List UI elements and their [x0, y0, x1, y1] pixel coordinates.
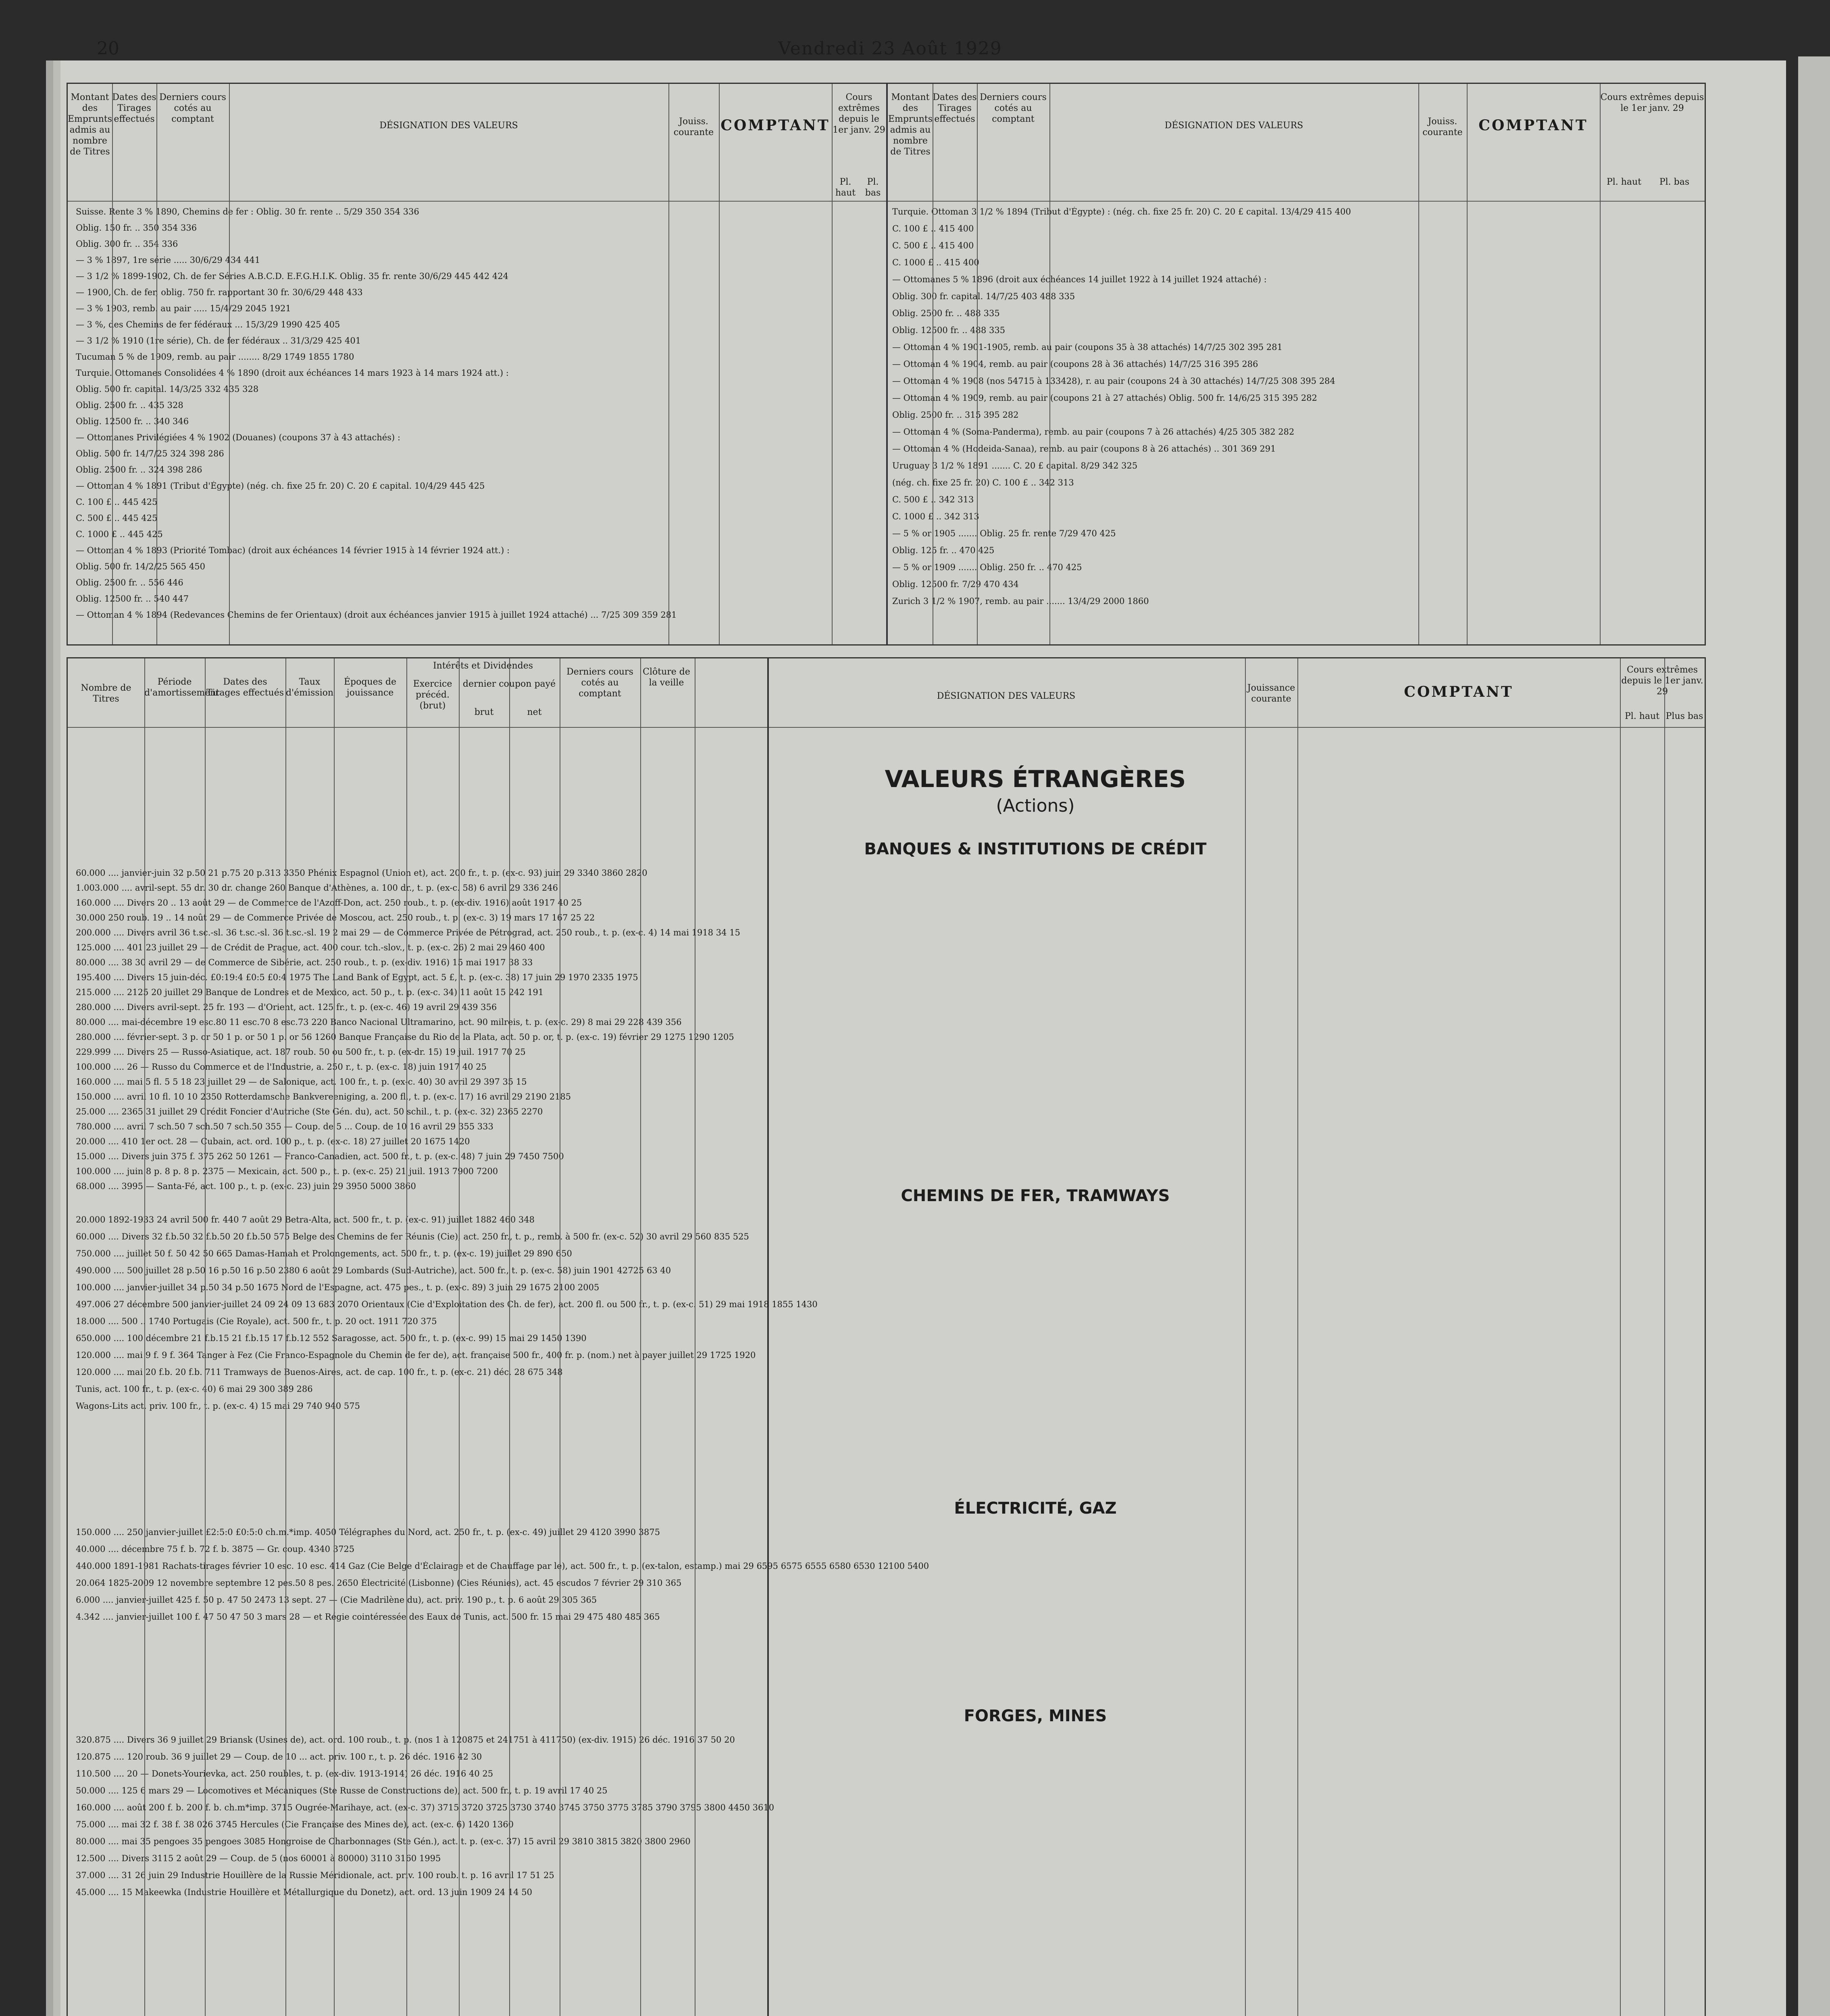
b-h-jouissance: Jouissance courante	[1247, 683, 1295, 704]
table-row: 20.000 .... 410 1er oct. 28 — Cubain, act. ord. 100 p., t. p. (ex-c. 18) 27 juillet 20 1675 1420	[76, 1137, 470, 1146]
top-left-row: Oblig. 2500 fr. .. 435 328	[76, 400, 183, 410]
table-row: 20.064 1825-2009 12 novembre septembre 12 pes.50 8 pes. 2650 Électricité (Lisbonne) (Cies Réunies), act. 45 escudos 7 février 29 310 365	[76, 1578, 682, 1588]
table-row: 50.000 .... 125 6 mars 29 — Locomotives et Mécaniques (Ste Russe de Constructions de), act. 500 fr., t. p. 19 avril 17 40 25	[76, 1786, 608, 1795]
table-row: 18.000 .... 500 .. 1740 Portugais (Cie Royale), act. 500 fr., t. p. 20 oct. 1911 720 375	[76, 1316, 437, 1326]
table-row: 280.000 .... février-sept. 3 p. or 50 1 p. or 50 1 p. or 56 1260 Banque Française du Rio de la Plata, act. 50 p. or, t. p. (ex-c. 19) février 29 1275 1290 1205	[76, 1032, 734, 1042]
table-row: 150.000 .... 250 janvier-juillet £2:5:0 £0:5:0 ch.m.*imp. 4050 Télégraphes du Nord, act. 250 fr., t. p. (ex-c. 49) juillet 29 4120 3990 3875	[76, 1527, 660, 1537]
b-h-comptant: COMPTANT	[1404, 683, 1514, 700]
tl-h-dates: Dates des Tirages effectués	[112, 92, 156, 124]
b-h-derniers: Derniers cours cotés au comptant	[566, 667, 633, 699]
table-row: 195.400 .... Divers 15 juin-déc. £0:19:4 £0:5 £0:4 1975 The Land Bank of Egypt, act. 5 £, t. p. (ex-c. 38) 17 juin 29 1970 2335 1975	[76, 973, 638, 982]
tl-h-extremes: Cours extrêmes depuis le 1er janv. 29	[833, 92, 885, 135]
top-left-row: Oblig. 2500 fr. .. 556 446	[76, 578, 183, 587]
top-right-row: Oblig. 2500 fr. .. 315 395 282	[892, 410, 1019, 420]
table-row: Wagons-Lits act. priv. 100 fr., t. p. (ex-c. 4) 15 mai 29 740 940 575	[76, 1401, 360, 1411]
table-row: 80.000 .... 38 30 avril 29 — de Commerce de Sibérie, act. 250 roub., t. p. (ex-div. 1916) 15 mai 1917 38 33	[76, 958, 533, 967]
top-left-row: Oblig. 150 fr. .. 350 354 336	[76, 223, 197, 233]
top-left-row: Tucuman 5 % de 1909, remb. au pair ........ 8/29 1749 1855 1780	[76, 352, 354, 362]
table-row: 75.000 .... mai 32 f. 38 f. 38 026 3745 Hercules (Cie Française des Mines de), act. (ex-c. 6) 1420 1360	[76, 1820, 514, 1829]
table-row: 120.875 .... 120 roub. 36 9 juillet 29 — Coup. de 10 ... act. priv. 100 r., t. p. 26 déc. 1916 42 30	[76, 1752, 482, 1762]
table-row: 440.000 1891-1981 Rachats-tirages février 10 esc. 10 esc. 414 Gaz (Cie Belge d'Éclairage et de Chauffage par le), act. 500 fr., t. p. (ex-talon, estamp.) mai 29 6595 6575 6555 6580 6530 12100 5400	[76, 1561, 929, 1571]
tr-h-comptant: COMPTANT	[1478, 117, 1588, 134]
top-left-row: Oblig. 12500 fr. .. 540 447	[76, 594, 189, 604]
b-h-periode: Période d'amortissement	[144, 677, 220, 698]
top-right-row: Turquie. Ottoman 3 1/2 % 1894 (Tribut d'Égypte) : (nég. ch. fixe 25 fr. 20) C. 20 £ capital. 13/4/29 415 400	[892, 207, 1351, 217]
b-h-designation: DÉSIGNATION DES VALEURS	[937, 691, 1076, 701]
table-row: 40.000 .... décembre 75 f. b. 72 f. b. 3875 — Gr. coup. 4340 3725	[76, 1544, 355, 1554]
top-right-row: Oblig. 2500 fr. .. 488 335	[892, 308, 1000, 318]
tr-h-plhaut: Pl. haut	[1606, 177, 1642, 187]
section-title: CHEMINS DE FER, TRAMWAYS	[901, 1187, 1170, 1205]
tl-h-derniers: Derniers cours cotés au comptant	[159, 92, 226, 124]
adjacent-page-edge	[1798, 56, 1830, 2016]
top-left-row: — Ottoman 4 % 1891 (Tribut d'Égypte) (nég. ch. fixe 25 fr. 20) C. 20 £ capital. 10/4/29 445 425	[76, 481, 485, 491]
tr-h-dates: Dates des Tirages effectués	[933, 92, 977, 124]
b-h-taux: Taux d'émission	[285, 677, 334, 698]
b-h-dernier: dernier coupon payé	[462, 679, 556, 689]
b-h-net: net	[527, 707, 542, 717]
b-h-dates: Dates des Tirages effectués	[206, 677, 284, 698]
table-row: 160.000 .... mai 5 fl. 5 5 18 23 juillet 29 — de Salonique, act. 100 fr., t. p. (ex-c. 40) 30 avril 29 397 35 15	[76, 1077, 527, 1087]
table-row: 25.000 .... 2365 31 juillet 29 Crédit Foncier d'Autriche (Ste Gén. du), act. 50 schil., t. p. (ex-c. 32) 2365 2270	[76, 1107, 543, 1116]
top-left-row: Oblig. 500 fr. 14/7/25 324 398 286	[76, 449, 224, 458]
table-row: 200.000 .... Divers avril 36 t.sc.-sl. 36 t.sc.-sl. 36 t.sc.-sl. 19 2 mai 29 — de Commerce Privée de Pétrograd, act. 250 roub., t. p. (ex-c. 4) 14 mai 1918 34 15	[76, 928, 740, 937]
table-row: 45.000 .... 15 Makeewka (Industrie Houillère et Métallurgique du Donetz), act. ord. 13 juin 1909 24 14 50	[76, 1887, 532, 1897]
table-row: 6.000 .... janvier-juillet 425 f. 50 p. 47 50 2473 13 sept. 27 — (Cie Madrilène du), act. priv. 190 p., t. p. 6 août 29 305 365	[76, 1595, 597, 1605]
table-row: 60.000 .... janvier-juin 32 p.50 21 p.75 20 p.313 3350 Phénix Espagnol (Union et), act. 200 fr., t. p. (ex-c. 93) juin 29 3340 3860 2820	[76, 868, 647, 878]
top-left-row: — 3 % 1897, 1re série ..... 30/6/29 434 441	[76, 255, 260, 265]
table-row: 750.000 .... juillet 50 f. 50 42 50 665 Damas-Hamah et Prolongements, act. 500 fr., t. p. (ex-c. 19) juillet 29 890 650	[76, 1249, 572, 1258]
b-h-extremes: Cours extrêmes depuis le 1er janv. 29	[1621, 665, 1703, 697]
table-row: 1.003.000 .... avril-sept. 55 dr. 30 dr. change 260 Banque d'Athènes, a. 100 dr., t. p. (ex-c. 58) 6 avril 29 336 246	[76, 883, 558, 893]
main-title: VALEURS ÉTRANGÈRES	[885, 765, 1186, 793]
tr-h-montant: Montant des Emprunts admis au nombre de Titres	[888, 92, 933, 157]
table-row: 20.000 1892-1933 24 avril 500 fr. 440 7 août 29 Betra-Alta, act. 500 fr., t. p. (ex-c. 91) juillet 1882 460 348	[76, 1215, 535, 1225]
tl-h-montant: Montant des Emprunts admis au nombre de Titres	[68, 92, 112, 157]
table-row: 60.000 .... Divers 32 f.b.50 32 f.b.50 20 f.b.50 575 Belge des Chemins de fer Réunis (Cie), act. 250 fr., t. p., remb. à 500 fr. (ex-c. 52) 30 avril 29 560 835 525	[76, 1232, 749, 1241]
table-row: 497.006 27 décembre 500 janvier-juillet 24 09 24 09 13 683 2070 Orientaux (Cie d'Exploitation des Ch. de fer), act. 200 fl. ou 500 fr., t. p. (ex-c. 51) 29 mai 1918 1855 1430	[76, 1300, 818, 1309]
tl-h-comptant: COMPTANT	[720, 117, 830, 134]
table-row: 80.000 .... mai-décembre 19 esc.80 11 esc.70 8 esc.73 220 Banco Nacional Ultramarino, act. 90 milreis, t. p. (ex-c. 29) 8 mai 29 228 439 356	[76, 1017, 682, 1027]
table-row: 150.000 .... avril 10 fl. 10 10 2350 Rotterdamsche Bankvereeniging, a. 200 fl., t. p. (ex-c. 17) 16 avril 29 2190 2185	[76, 1092, 571, 1102]
table-row: 100.000 .... janvier-juillet 34 p.50 34 p.50 1675 Nord de l'Espagne, act. 475 pes., t. p. (ex-c. 89) 3 juin 29 1675 2100 2005	[76, 1283, 600, 1292]
top-right-row: — 5 % or 1905 ....... Oblig. 25 fr. rente 7/29 470 425	[892, 529, 1116, 538]
top-right-row: Uruguay 3 1/2 % 1891 ....... C. 20 £ capital. 8/29 342 325	[892, 461, 1138, 471]
table-row: 15.000 .... Divers juin 375 f. 375 262 50 1261 — Franco-Canadien, act. 500 fr., t. p. (ex-c. 48) 7 juin 29 7450 7500	[76, 1152, 564, 1161]
top-right-row: C. 500 £ .. 415 400	[892, 241, 974, 250]
table-row: 68.000 .... 3995 — Santa-Fé, act. 100 p., t. p. (ex-c. 23) juin 29 3950 5000 3860	[76, 1181, 416, 1191]
tr-h-extremes: Cours extrêmes depuis le 1er janv. 29	[1600, 92, 1704, 113]
table-row: 229.999 .... Divers 25 — Russo-Asiatique, act. 187 roub. 50 ou 500 fr., t. p. (ex-dr. 15) 19 juil. 1917 70 25	[76, 1047, 526, 1057]
top-right-row: C. 1000 £ .. 415 400	[892, 258, 979, 267]
b-h-brut: brut	[474, 707, 494, 717]
b-h-epoques: Époques de jouissance	[344, 677, 397, 698]
b-h-plbas: Plus bas	[1666, 711, 1703, 721]
top-left-row: — Ottoman 4 % 1893 (Priorité Tombac) (droit aux échéances 14 février 1915 à 14 février 1924 att.) :	[76, 546, 510, 555]
top-left-row: C. 1000 £ .. 445 425	[76, 529, 163, 539]
top-right-row: C. 100 £ .. 415 400	[892, 224, 974, 233]
b-h-cloture: Clôture de la veille	[643, 667, 690, 688]
tl-h-plbas: Pl. bas	[865, 177, 881, 198]
table-row: 12.500 .... Divers 3115 2 août 29 — Coup. de 5 (nos 60001 à 80000) 3110 3160 1995	[76, 1854, 441, 1863]
table-row: 650.000 .... 100 décembre 21 f.b.15 21 f.b.15 17 f.b.12 552 Saragosse, act. 500 fr., t. p. (ex-c. 99) 15 mai 29 1450 1390	[76, 1333, 587, 1343]
tr-h-derniers: Derniers cours cotés au comptant	[980, 92, 1047, 124]
section-title: FORGES, MINES	[964, 1707, 1107, 1725]
b-h-nombre: Nombre de Titres	[81, 683, 131, 704]
top-left-row: Suisse. Rente 3 % 1890, Chemins de fer : Oblig. 30 fr. rente .. 5/29 350 354 336	[76, 207, 419, 217]
tr-h-jouiss: Jouiss. courante	[1422, 117, 1463, 137]
top-left-row: — 1900, Ch. de fer, oblig. 750 fr. rapportant 30 fr. 30/6/29 448 433	[76, 287, 363, 297]
section-title: ÉLECTRICITÉ, GAZ	[954, 1499, 1117, 1518]
table-row: 100.000 .... juin 8 p. 8 p. 8 p. 2375 — Mexicain, act. 500 p., t. p. (ex-c. 25) 21 juil. 1913 7900 7200	[76, 1166, 498, 1176]
top-right-row: — Ottoman 4 % (Hodeida-Sanaa), remb. au pair (coupons 8 à 26 attachés) .. 301 369 291	[892, 444, 1276, 454]
top-left-row: Oblig. 12500 fr. .. 340 346	[76, 417, 189, 426]
table-row: 37.000 .... 31 26 juin 29 Industrie Houillère de la Russie Méridionale, act. priv. 100 roub. t. p. 16 avril 17 51 25	[76, 1870, 554, 1880]
top-right-row: C. 500 £ .. 342 313	[892, 495, 974, 504]
top-right-row: — Ottoman 4 % 1901-1905, remb. au pair (coupons 35 à 38 attachés) 14/7/25 302 395 281	[892, 342, 1283, 352]
top-table	[67, 83, 1706, 646]
top-right-row: C. 1000 £ .. 342 313	[892, 512, 979, 521]
top-left-row: C. 500 £ .. 445 425	[76, 513, 158, 523]
b-h-plhaut: Pl. haut	[1624, 711, 1660, 721]
tr-h-designation: DÉSIGNATION DES VALEURS	[1164, 121, 1303, 131]
section-title: BANQUES & INSTITUTIONS DE CRÉDIT	[864, 840, 1207, 858]
top-right-row: — Ottoman 4 % 1908 (nos 54715 à 133428), r. au pair (coupons 24 à 30 attachés) 14/7/25 308 395 284	[892, 376, 1335, 386]
b-h-interets: Intérêts et Dividendes	[433, 661, 533, 671]
page-date: Vendredi 23 Août 1929	[778, 38, 1002, 59]
table-row: 80.000 .... mai 35 pengoes 35 pengoes 3085 Hongroise de Charbonnages (Ste Gén.), act. t. p. (ex-c. 37) 15 avril 29 3810 3815 3820 3800 2960	[76, 1837, 691, 1846]
top-left-row: — Ottoman 4 % 1894 (Redevances Chemins de fer Orientaux) (droit aux échéances janvier 1915 à juillet 1924 attaché) ... 7/25 309 359 281	[76, 610, 677, 620]
top-left-row: — 3 1/2 % 1910 (1re série), Ch. de fer fédéraux .. 31/3/29 425 401	[76, 336, 361, 346]
tl-h-designation: DÉSIGNATION DES VALEURS	[379, 121, 518, 131]
top-right-row: Oblig. 125 fr. .. 470 425	[892, 546, 995, 555]
bottom-table	[67, 657, 1706, 2016]
top-left-row: — 3 1/2 % 1899-1902, Ch. de fer Séries A.B.C.D. E.F.G.H.I.K. Oblig. 35 fr. rente 30/6/29 445 442 424	[76, 271, 508, 281]
top-right-row: — Ottoman 4 % (Soma-Panderma), remb. au pair (coupons 7 à 26 attachés) 4/25 305 382 282	[892, 427, 1295, 437]
top-right-row: — 5 % or 1909 ....... Oblig. 250 fr. .. 470 425	[892, 562, 1082, 572]
top-right-row: Zurich 3 1/2 % 1907, remb. au pair ....... 13/4/29 2000 1860	[892, 596, 1149, 606]
table-row: 100.000 .... 26 — Russo du Commerce et de l'Industrie, a. 250 r., t. p. (ex-c. 18) juin 1917 40 25	[76, 1062, 487, 1072]
tl-h-jouiss: Jouiss. courante	[673, 117, 714, 137]
table-row: 490.000 .... 500 juillet 28 p.50 16 p.50 16 p.50 2380 6 août 29 Lombards (Sud-Autriche), act. 500 fr., t. p. (ex-c. 58) juin 1901 42725 63 40	[76, 1266, 671, 1275]
b-h-exercice: Exercice précéd. (brut)	[413, 679, 452, 711]
table-row: 4.342 .... janvier-juillet 100 f. 47 50 47 50 3 mars 28 — et Régie cointéressée des Eaux de Tunis, act. 500 fr. 15 mai 29 475 480 485 365	[76, 1612, 660, 1622]
table-row: 280.000 .... Divers avril-sept. 25 fr. 193 — d'Orient, act. 125 fr., t. p. (ex-c. 46) 19 avril 29 439 356	[76, 1002, 497, 1012]
table-row: 320.875 .... Divers 36 9 juillet 29 Briansk (Usines de), act. ord. 100 roub., t. p. (nos 1 à 120875 et 241751 à 411750) (ex-div. 1915) 26 déc. 1916 37 50 20	[76, 1735, 735, 1745]
top-left-row: Oblig. 300 fr. .. 354 336	[76, 239, 178, 249]
table-row: 160.000 .... août 200 f. b. 200 f. b. ch.m*imp. 3715 Ougrée-Marihaye, act. (ex-c. 37) 3715 3720 3725 3730 3740 3745 3750 3775 3785 3790 3795 3800 4450 3610	[76, 1803, 774, 1812]
table-row: 780.000 .... avril 7 sch.50 7 sch.50 7 sch.50 355 — Coup. de 5 ... Coup. de 10 16 avril 29 355 333	[76, 1122, 493, 1131]
tr-h-plbas: Pl. bas	[1659, 177, 1690, 187]
top-right-row: Oblig. 12500 fr. 7/29 470 434	[892, 579, 1019, 589]
top-right-row: — Ottomanes 5 % 1896 (droit aux échéances 14 juillet 1922 à 14 juillet 1924 attaché) :	[892, 275, 1267, 284]
top-left-row: — Ottomanes Privilégiées 4 % 1902 (Douanes) (coupons 37 à 43 attachés) :	[76, 433, 400, 442]
top-right-row: (nég. ch. fixe 25 fr. 20) C. 100 £ .. 342 313	[892, 478, 1074, 487]
top-left-row: Oblig. 2500 fr. .. 324 398 286	[76, 465, 202, 475]
top-left-row: Oblig. 500 fr. capital. 14/3/25 332 435 328	[76, 384, 259, 394]
top-right-row: — Ottoman 4 % 1904, remb. au pair (coupons 28 à 36 attachés) 14/7/25 316 395 286	[892, 359, 1258, 369]
top-left-row: — 3 %, des Chemins de fer fédéraux ... 15/3/29 1990 425 405	[76, 320, 340, 329]
table-row: 125.000 .... 401 23 juillet 29 — de Crédit de Prague, act. 400 cour. tch.-slov., t. p. (ex-c. 26) 2 mai 29 460 400	[76, 943, 545, 952]
top-left-row: — 3 % 1903, remb. au pair ..... 15/4/29 2045 1921	[76, 304, 291, 313]
top-left-row: Oblig. 500 fr. 14/2/25 565 450	[76, 562, 205, 571]
table-row: 160.000 .... Divers 20 .. 13 août 29 — de Commerce de l'Azoff-Don, act. 250 roub., t. p. (ex-div. 1916) août 1917 40 25	[76, 898, 582, 908]
tl-h-plhaut: Pl. haut	[835, 177, 856, 198]
table-row: 120.000 .... mai 20 f.b. 20 f.b. 711 Tramways de Buenos-Aires, act. de cap. 100 fr., t. p. (ex-c. 21) déc. 28 675 348	[76, 1367, 563, 1377]
main-subtitle: (Actions)	[996, 796, 1075, 816]
top-right-row: — Ottoman 4 % 1909, remb. au pair (coupons 21 à 27 attachés) Oblig. 500 fr. 14/6/25 315 395 282	[892, 393, 1317, 403]
table-row: 120.000 .... mai 9 f. 9 f. 364 Tanger à Fez (Cie Franco-Espagnole du Chemin de fer de), act. française 500 fr., 400 fr. p. (nom.) net à payer juillet 29 1725 1920	[76, 1350, 756, 1360]
table-row: 110.500 .... 20 — Donets-Yourievka, act. 250 roubles, t. p. (ex-div. 1913-1914) 26 déc. 1916 40 25	[76, 1769, 493, 1779]
top-right-row: Oblig. 300 fr. capital. 14/7/25 403 488 335	[892, 292, 1075, 301]
page-number: 20	[97, 38, 119, 59]
table-row: 215.000 .... 2125 20 juillet 29 Banque de Londres et de Mexico, act. 50 p., t. p. (ex-c. 34) 11 août 15 242 191	[76, 987, 544, 997]
table-row: Tunis, act. 100 fr., t. p. (ex-c. 40) 6 mai 29 300 389 286	[76, 1384, 313, 1394]
top-right-row: Oblig. 12500 fr. .. 488 335	[892, 325, 1006, 335]
top-left-row: C. 100 £ .. 445 425	[76, 497, 158, 507]
top-left-row: Turquie. Ottomanes Consolidées 4 % 1890 (droit aux échéances 14 mars 1923 à 14 mars 1924 att.) :	[76, 368, 509, 378]
table-row: 30.000 250 roub. 19 .. 14 noût 29 — de Commerce Privée de Moscou, act. 250 roub., t. p. (ex-c. 3) 19 mars 17 167 25 22	[76, 913, 595, 923]
